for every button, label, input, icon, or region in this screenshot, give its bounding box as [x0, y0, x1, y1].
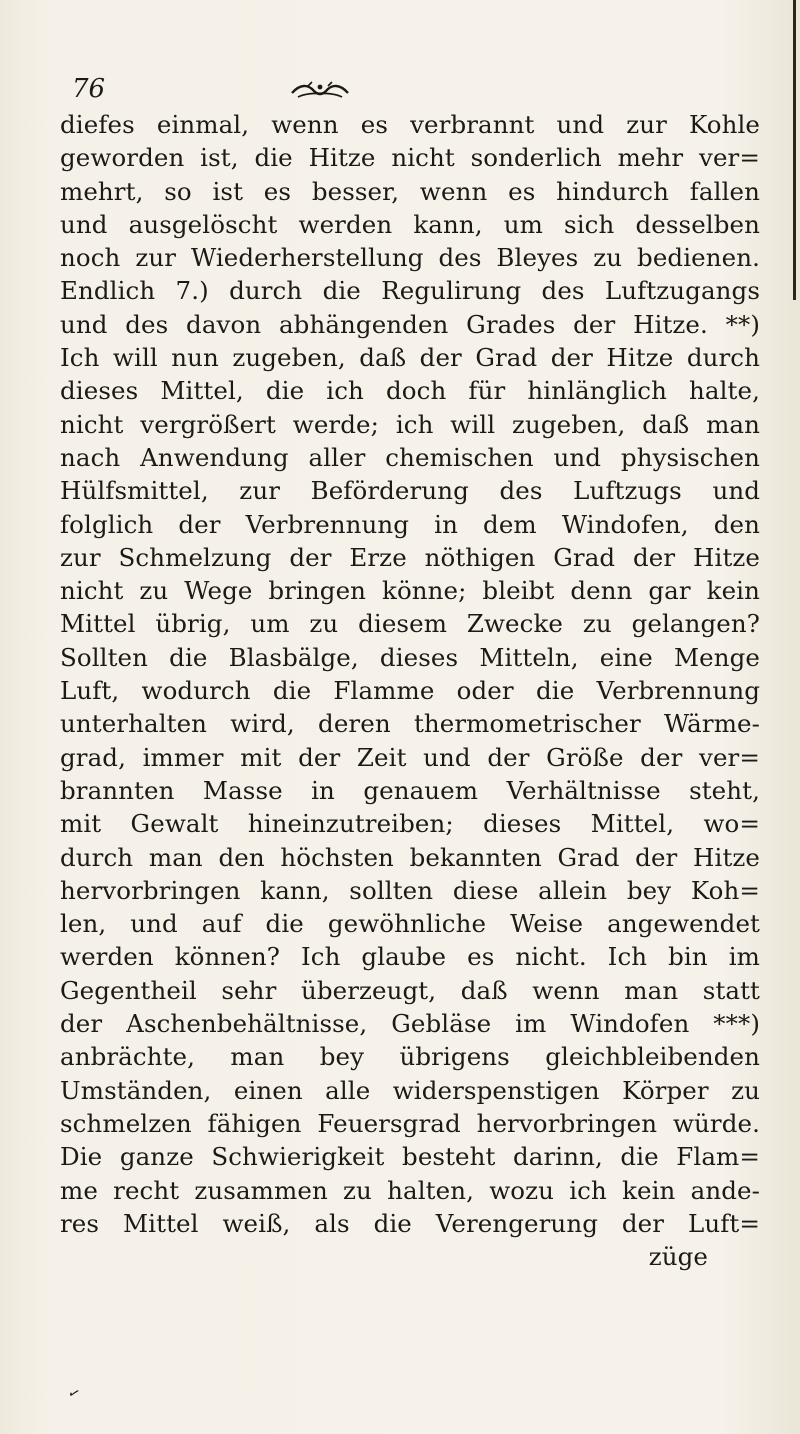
body-text	[60, 108, 760, 1273]
text-line: und des davon abhängenden Grades der Hitze. **)	[60, 309, 760, 339]
text-line: schmelzen fähigen Feuersgrad hervorbringen würde.	[60, 1108, 760, 1138]
text-line: nicht vergrößert werde; ich will zugeben, daß man	[60, 409, 760, 439]
text-line: werden können? Ich glaube es nicht. Ich bin im	[60, 942, 760, 972]
text-line: mehrt, so ist es besser, wenn es hindurch fallen	[60, 176, 760, 206]
text-line: res Mittel weiß, als die Verengerung der Luft=	[60, 1208, 760, 1238]
page-header	[62, 70, 462, 110]
text-line: Luft, wodurch die Flamme oder die Verbrennung	[60, 676, 760, 706]
page-number: 76	[72, 74, 106, 104]
text-line: Die ganze Schwierigkeit besteht darinn, die Flam=	[60, 1142, 760, 1172]
text-line: dieses Mittel, die ich doch für hinlänglich halte,	[60, 376, 760, 406]
text-line: Mittel übrig, um zu diesem Zwecke zu gelangen?	[60, 609, 760, 639]
text-line: nicht zu Wege bringen könne; bleibt denn gar kein	[60, 576, 760, 606]
text-line: nach Anwendung aller chemischen und physischen	[60, 442, 760, 472]
corner-mark: ✓	[65, 1384, 83, 1404]
text-line: der Aschenbehältnisse, Gebläse im Windofen ***)	[60, 1009, 760, 1039]
text-line: Endlich 7.) durch die Regulirung des Luftzugangs	[60, 276, 760, 306]
text-line: mit Gewalt hineinzutreiben; dieses Mittel, wo=	[60, 809, 760, 839]
text-line: unterhalten wird, deren thermometrischer Wärme-	[60, 709, 760, 739]
text-line: geworden ist, die Hitze nicht sonderlich mehr ver=	[60, 143, 760, 173]
text-line: grad, immer mit der Zeit und der Größe der ver=	[60, 742, 760, 772]
page-edge-line	[793, 0, 796, 300]
text-line: Ich will nun zugeben, daß der Grad der Hitze durch	[60, 343, 760, 373]
text-line: und ausgelöscht werden kann, um sich desselben	[60, 209, 760, 239]
text-line: noch zur Wiederherstellung des Bleyes zu bedienen.	[60, 243, 760, 273]
text-line: folglich der Verbrennung in dem Windofen, den	[60, 509, 760, 539]
text-line: Umständen, einen alle widerspenstigen Körper zu	[60, 1075, 760, 1105]
ornament-icon	[288, 80, 352, 102]
text-line: Sollten die Blasbälge, dieses Mitteln, eine Menge	[60, 642, 760, 672]
text-line: brannten Masse in genauem Verhältnisse steht,	[60, 775, 760, 805]
text-line: len, und auf die gewöhnliche Weise angewendet	[60, 909, 760, 939]
text-line: züge	[648, 1242, 708, 1272]
text-line: Gegentheil sehr überzeugt, daß wenn man statt	[60, 975, 760, 1005]
text-line: durch man den höchsten bekannten Grad der Hitze	[60, 842, 760, 872]
text-line: diefes einmal, wenn es verbrannt und zur Kohle	[60, 110, 760, 139]
text-line: hervorbringen kann, sollten diese allein bey Koh=	[60, 875, 760, 905]
text-line: anbrächte, man bey übrigens gleichbleibenden	[60, 1042, 760, 1072]
text-line: me recht zusammen zu halten, wozu ich kein ande-	[60, 1175, 760, 1205]
text-line: Hülfsmittel, zur Beförderung des Luftzugs und	[60, 476, 760, 506]
text-line: zur Schmelzung der Erze nöthigen Grad der Hitze	[60, 542, 760, 572]
